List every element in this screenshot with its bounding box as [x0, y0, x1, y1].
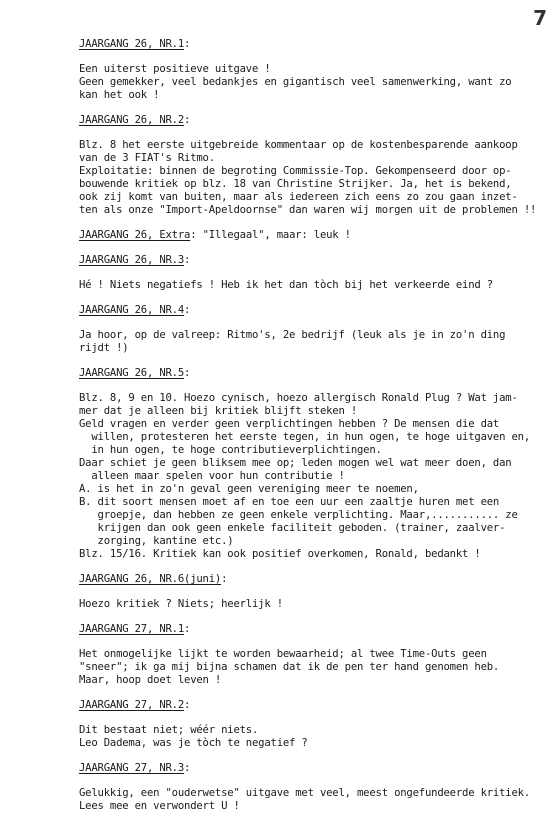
text-line: "sneer"; ik ga mij bijna schamen dat ik de pen ter hand genomen heb.	[79, 661, 500, 673]
section-heading	[79, 38, 549, 51]
page-number: 7	[533, 6, 547, 30]
text-line: Ja hoor, op de valreep: Ritmo's, 2e bedrijf (leuk als je in zo'n ding	[79, 329, 506, 341]
text-line: Lees mee en verwondert U !	[79, 800, 240, 812]
section-heading	[79, 254, 549, 267]
text-line: groepje, dan hebben ze geen enkele verplichting. Maar,........... ze	[79, 509, 518, 521]
text-line: Maar, hoop doet leven !	[79, 674, 222, 686]
section-heading-title: JAARGANG 26, NR.4	[79, 304, 185, 316]
text-line: willen, protesteren het eerste tegen, in hun ogen, te hoge uitgaven en,	[79, 431, 530, 443]
text-line: rijdt !)	[79, 342, 129, 354]
section-heading	[79, 304, 549, 317]
text-line: Geen gemekker, veel bedankjes en gigantisch veel samenwerking, want zo	[79, 76, 512, 88]
section-heading	[79, 114, 549, 127]
section-heading-suffix: : "Illegaal", maar: leuk !	[190, 229, 351, 241]
text-line: Dit bestaat niet; wéér niets.	[79, 724, 259, 736]
text-line: B. dit soort mensen moet af en toe een uur een zaaltje huren met een	[79, 496, 500, 508]
text-line: Een uiterst positieve uitgave !	[79, 63, 271, 75]
section-heading	[79, 229, 549, 242]
text-line: Leo Dadema, was je tòch te negatief ?	[79, 737, 308, 749]
section	[79, 573, 549, 623]
text-line: ook zij komt van buiten, maar als iedereen zich eens zo zou gaan inzet-	[79, 191, 518, 203]
text-line: Hoezo kritiek ? Niets; heerlijk !	[79, 598, 283, 610]
text-line: Blz. 15/16. Kritiek kan ook positief overkomen, Ronald, bedankt !	[79, 548, 481, 560]
text-line: Geld vragen en verder geen verplichtingen hebben ? De mensen die dat	[79, 418, 500, 430]
section-heading-suffix: :	[184, 699, 191, 711]
text-line: Gelukkig, een "ouderwetse" uitgave met veel, meest ongefundeerde kritiek.	[79, 787, 530, 799]
section-heading-title: JAARGANG 26, NR.1	[79, 38, 185, 50]
section-heading-suffix: :	[184, 304, 191, 316]
text-line: Blz. 8 het eerste uitgebreide kommentaar op de kostenbesparende aankoop	[79, 139, 518, 151]
section-heading-title: JAARGANG 26, NR.2	[79, 114, 185, 126]
text-line: ten als onze "Import-Apeldoornse" dan waren wij morgen uit de problemen !!	[79, 204, 537, 216]
section	[79, 699, 549, 762]
section	[79, 114, 549, 229]
document-body	[79, 38, 549, 825]
section-heading-suffix: :	[184, 114, 191, 126]
text-line: Het onmogelijke lijkt te worden bewaarheid; al twee Time-Outs geen	[79, 648, 487, 660]
section-heading-title: JAARGANG 27, NR.1	[79, 623, 185, 635]
section-heading	[79, 762, 549, 775]
section-heading-title: JAARGANG 26, NR.5	[79, 367, 185, 379]
text-line: A. is het in zo'n geval geen vereniging meer te noemen,	[79, 483, 419, 495]
text-line: Exploitatie: binnen de begroting Commissie-Top. Gekompenseerd door op-	[79, 165, 512, 177]
section-heading	[79, 699, 549, 712]
section-heading-title: JAARGANG 27, NR.2	[79, 699, 185, 711]
section	[79, 304, 549, 367]
section-heading-title: JAARGANG 26, NR.6(juni)	[79, 573, 222, 585]
text-line: van de 3 FIAT's Ritmo.	[79, 152, 215, 164]
text-line: kan het ook !	[79, 89, 160, 101]
text-line: mer dat je alleen bij kritiek blijft steken !	[79, 405, 358, 417]
section	[79, 367, 549, 573]
text-line: krijgen dan ook geen enkele faciliteit geboden. (trainer, zaalver-	[79, 522, 506, 534]
section-heading	[79, 623, 549, 636]
section-heading	[79, 367, 549, 380]
section	[79, 38, 549, 114]
section-heading-suffix: :	[184, 367, 191, 379]
section	[79, 254, 549, 304]
section-heading-suffix: :	[221, 573, 228, 585]
section-heading-suffix: :	[184, 623, 191, 635]
section-heading-suffix: :	[184, 38, 191, 50]
section-heading-title: JAARGANG 27, NR.3	[79, 762, 185, 774]
section	[79, 229, 549, 254]
section-heading-title: JAARGANG 26, NR.3	[79, 254, 185, 266]
text-line: alleen maar spelen voor hun contributie !	[79, 470, 345, 482]
text-line: Hé ! Niets negatiefs ! Heb ik het dan tòch bij het verkeerde eind ?	[79, 279, 493, 291]
section	[79, 623, 549, 699]
text-line: bouwende kritiek op blz. 18 van Christine Strijker. Ja, het is bekend,	[79, 178, 512, 190]
text-line: Daar schiet je geen bliksem mee op; leden mogen wel wat meer doen, dan	[79, 457, 512, 469]
text-line: zorging, kantine etc.)	[79, 535, 234, 547]
section-heading-suffix: :	[184, 254, 191, 266]
section-heading-suffix: :	[184, 762, 191, 774]
section-heading-title: JAARGANG 26, Extra	[79, 229, 191, 241]
text-line: Blz. 8, 9 en 10. Hoezo cynisch, hoezo allergisch Ronald Plug ? Wat jam-	[79, 392, 518, 404]
text-line: in hun ogen, te hoge contributieverplichtingen.	[79, 444, 382, 456]
section	[79, 762, 549, 825]
section-heading	[79, 573, 549, 586]
